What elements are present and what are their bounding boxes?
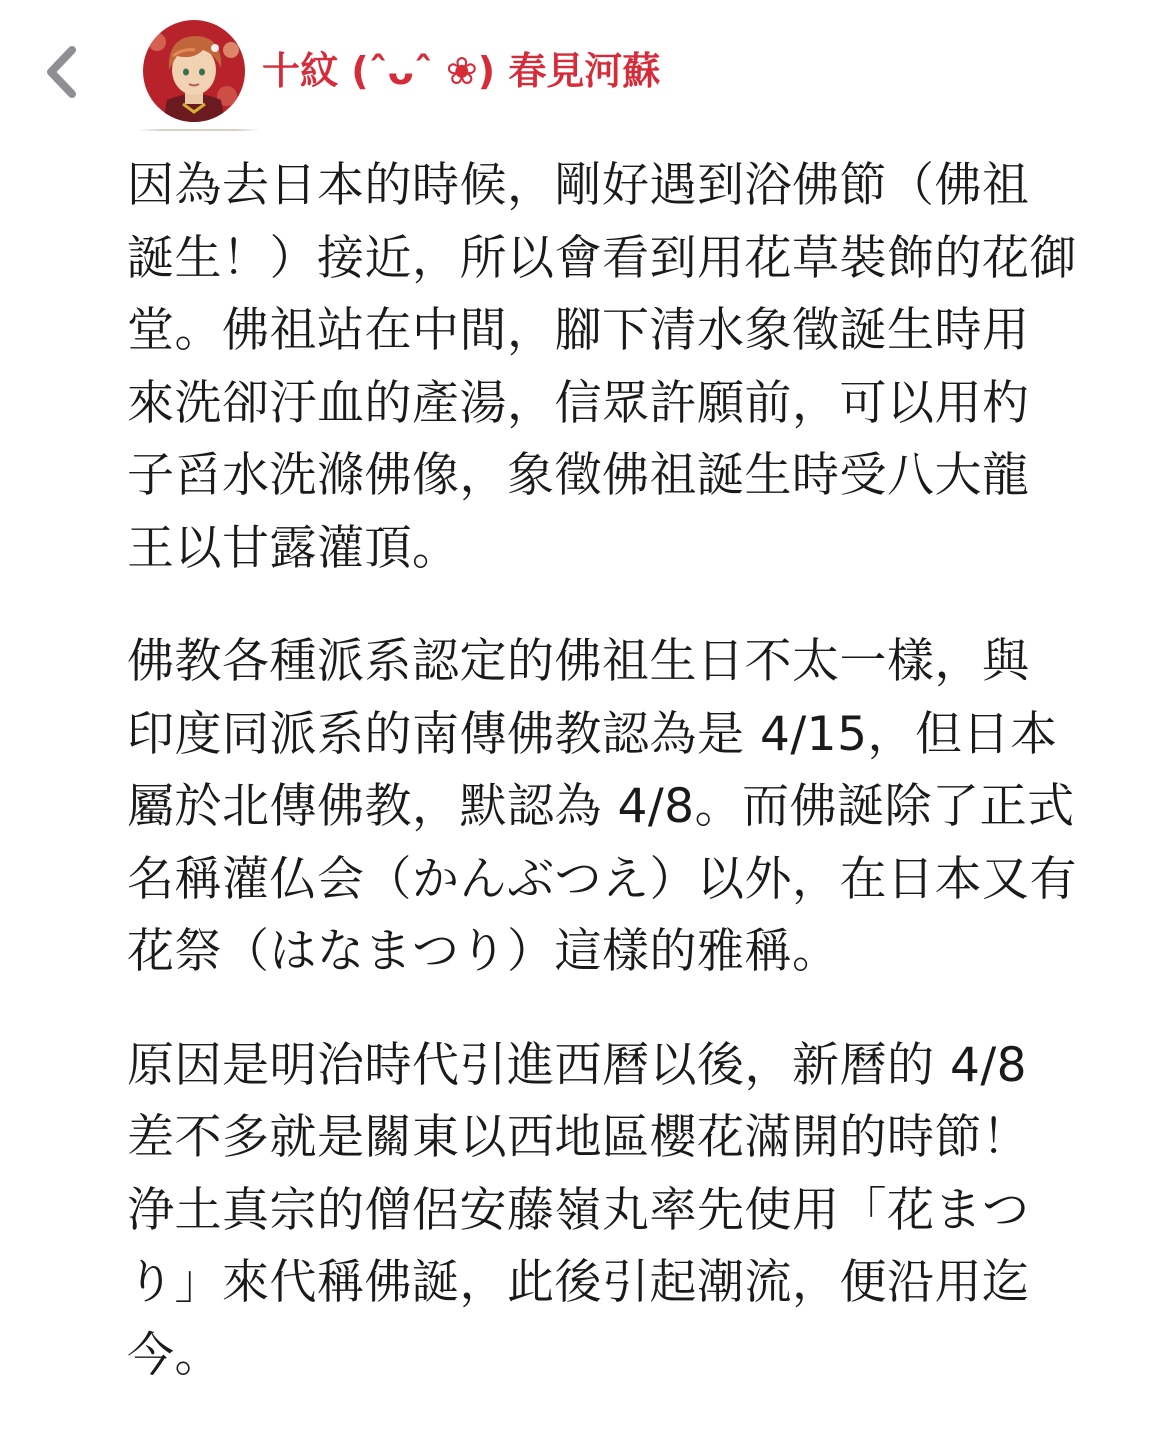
post-paragraph: 因為去日本的時候，剛好遇到浴佛節（佛祖 誕生！）接近，所以會看到用花草裝飾的花御 堂。佛祖站在中間，腳下清水象徵誕生時用 來洗卻汙血的產湯，信眾許願前，可以用杓 子舀水洗滌佛像，象徵佛祖誕生時受八大龍 王以甘露灌頂。 (127, 158, 1077, 576)
post-body (127, 150, 1122, 1392)
back-button[interactable] (38, 40, 88, 104)
post-paragraph: 原因是明治時代引進西曆以後，新曆的 4/8 差不多就是關東以西地區櫻花滿開的時節！ 浄土真宗的僧侶安藤嶺丸率先使用「花まつ り」來代稱佛誕，此後引起潮流，便沿用迄 今。 (127, 1037, 1030, 1383)
avatar-divider (138, 129, 260, 131)
author-name[interactable]: 十紋 (ˆᴗˆ ❀) 春見河蘇 (262, 49, 661, 93)
author-avatar[interactable] (143, 20, 245, 122)
post-paragraph: 佛教各種派系認定的佛祖生日不太一樣，與 印度同派系的南傳佛教認為是 4/15，但日本 屬於北傳佛教，默認為 4/8。而佛誕除了正式 名稱灌仏会（かんぶつえ）以外，在日本又有 花祭（はなまつり）這樣的雅稱。 (127, 634, 1077, 979)
post-header (0, 0, 1170, 140)
chevron-left-icon (38, 40, 88, 104)
